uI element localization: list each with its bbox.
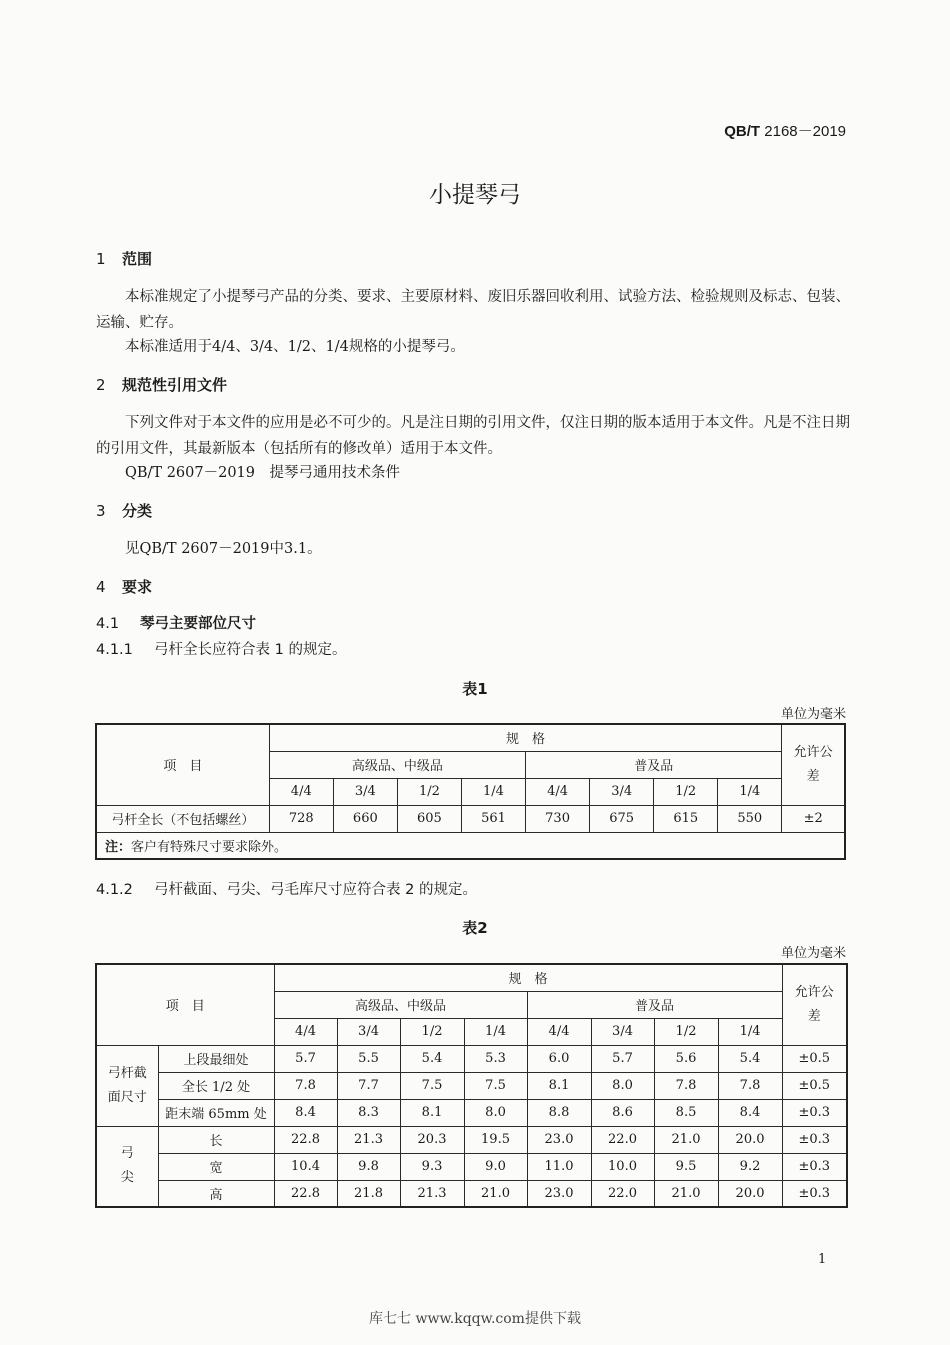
table-row [96, 1099, 847, 1126]
table-cell-tolerance: ±0.5 [782, 1045, 847, 1072]
table-cell: 20.3 [400, 1126, 464, 1153]
section-4-1-1: 4.1.1 弓杆全长应符合表 1 的规定。 [96, 642, 347, 658]
table-2-row-label: 宽 [158, 1153, 274, 1180]
table-2-row-label: 全长 1/2 处 [158, 1072, 274, 1099]
table-2-size: 1/2 [654, 1018, 718, 1045]
table-2-size: 1/4 [718, 1018, 782, 1045]
table-cell: 5.7 [591, 1045, 654, 1072]
table-2-grade-popular: 普及品 [527, 991, 782, 1018]
table-cell: 7.5 [400, 1072, 464, 1099]
table-cell: 21.0 [464, 1180, 527, 1207]
table-cell: 22.0 [591, 1180, 654, 1207]
section-2-heading: 2 规范性引用文件 [96, 376, 228, 394]
standard-code: QB/T 2168－2019 [724, 123, 846, 140]
table-cell: 8.6 [591, 1099, 654, 1126]
table-1-size: 3/4 [590, 778, 654, 805]
table-cell: 8.0 [464, 1099, 527, 1126]
table-row [96, 1180, 847, 1207]
table-1-unit: 单位为毫米 [780, 707, 846, 722]
table-cell: 8.0 [591, 1072, 654, 1099]
table-1 [95, 723, 846, 860]
table-cell-tolerance: ±0.3 [782, 1153, 847, 1180]
table-cell: 19.5 [464, 1126, 527, 1153]
table-cell: 660 [333, 805, 397, 832]
section-1-paragraph-1: 本标准规定了小提琴弓产品的分类、要求、主要原材料、废旧乐器回收利用、试验方法、检验规则及标志、包装、运输、贮存。 [96, 289, 850, 331]
table-cell: 8.8 [527, 1099, 591, 1126]
table-1-tolerance-header: 允许公差 [782, 724, 845, 805]
table-cell: 23.0 [527, 1126, 591, 1153]
table-cell: 20.0 [718, 1126, 782, 1153]
table-2-grade-high: 高级品、中级品 [274, 991, 527, 1018]
table-1-size: 4/4 [269, 778, 333, 805]
table-cell: 6.0 [527, 1045, 591, 1072]
table-cell-tolerance: ±0.3 [782, 1126, 847, 1153]
table-cell: 5.5 [337, 1045, 400, 1072]
table-cell: 605 [397, 805, 461, 832]
table-cell: 7.7 [337, 1072, 400, 1099]
table-2-item-header: 项 目 [96, 964, 274, 1045]
table-cell: 5.3 [464, 1045, 527, 1072]
table-cell: 21.8 [337, 1180, 400, 1207]
table-1-grade-popular: 普及品 [526, 751, 782, 778]
table-cell: 9.0 [464, 1153, 527, 1180]
table-cell: 8.4 [718, 1099, 782, 1126]
section-2-paragraph-1: 下列文件对于本文件的应用是必不可少的。凡是注日期的引用文件，仅注日期的版本适用于本文件。凡是不注日期的引用文件，其最新版本（包括所有的修改单）适用于本文件。 [96, 415, 850, 457]
table-2-row-label: 高 [158, 1180, 274, 1207]
table-cell: 21.0 [654, 1180, 718, 1207]
section-4-heading: 4 要求 [96, 578, 153, 596]
table-2-unit: 单位为毫米 [780, 946, 846, 961]
table-1-note: 注：客户有特殊尺寸要求除外。 [96, 832, 845, 859]
table-1-size: 1/2 [397, 778, 461, 805]
table-cell-tolerance: ±0.5 [782, 1072, 847, 1099]
table-1-size: 1/4 [461, 778, 525, 805]
table-1-row-label: 弓杆全长（不包括螺丝） [96, 805, 269, 832]
table-cell: 5.7 [274, 1045, 337, 1072]
table-2-size: 3/4 [337, 1018, 400, 1045]
table-2-tolerance-header: 允许公差 [782, 964, 847, 1045]
table-cell: 5.4 [718, 1045, 782, 1072]
table-cell: 7.8 [718, 1072, 782, 1099]
section-1-paragraph-2: 本标准适用于4/4、3/4、1/2、1/4规格的小提琴弓。 [125, 339, 465, 355]
table-1-caption: 表1 [462, 680, 488, 698]
table-cell: 561 [461, 805, 525, 832]
section-4-1-2: 4.1.2 弓杆截面、弓尖、弓毛库尺寸应符合表 2 的规定。 [96, 882, 477, 898]
table-2-spec-header: 规 格 [274, 964, 782, 991]
table-cell: 8.1 [527, 1072, 591, 1099]
table-cell: 5.6 [654, 1045, 718, 1072]
table-2-group-bow-tip: 弓尖 [96, 1126, 158, 1207]
download-footer: 库七七 www.kqqw.com提供下载 [369, 1311, 581, 1327]
table-cell: 8.3 [337, 1099, 400, 1126]
table-2-row-label: 距末端 65mm 处 [158, 1099, 274, 1126]
table-cell: 10.4 [274, 1153, 337, 1180]
table-cell: 730 [526, 805, 590, 832]
table-cell: 550 [718, 805, 782, 832]
section-2-reference: QB/T 2607－2019 提琴弓通用技术条件 [125, 465, 401, 481]
table-cell: 8.4 [274, 1099, 337, 1126]
table-cell: 22.0 [591, 1126, 654, 1153]
table-cell: 9.5 [654, 1153, 718, 1180]
table-cell: 7.5 [464, 1072, 527, 1099]
table-1-grade-high: 高级品、中级品 [269, 751, 525, 778]
table-2-size: 1/2 [400, 1018, 464, 1045]
table-cell: 10.0 [591, 1153, 654, 1180]
table-cell: 5.4 [400, 1045, 464, 1072]
table-1-size: 1/2 [654, 778, 718, 805]
page-number: 1 [818, 1252, 827, 1267]
section-1-heading: 1 范围 [96, 250, 153, 268]
table-cell: 615 [654, 805, 718, 832]
table-2-size: 3/4 [591, 1018, 654, 1045]
table-1-item-header: 项 目 [96, 724, 269, 805]
table-cell: 11.0 [527, 1153, 591, 1180]
table-cell: 22.8 [274, 1180, 337, 1207]
table-cell: 675 [590, 805, 654, 832]
table-2-size: 1/4 [464, 1018, 527, 1045]
table-cell: 728 [269, 805, 333, 832]
table-cell: 9.8 [337, 1153, 400, 1180]
table-2-size: 4/4 [527, 1018, 591, 1045]
table-row [96, 1072, 847, 1099]
table-2-group-bow-section: 弓杆截面尺寸 [96, 1045, 158, 1126]
table-cell: 23.0 [527, 1180, 591, 1207]
document-title: 小提琴弓 [429, 182, 521, 208]
table-cell: 8.1 [400, 1099, 464, 1126]
table-row [96, 1045, 847, 1072]
table-1-size: 4/4 [526, 778, 590, 805]
table-2-row-label: 长 [158, 1126, 274, 1153]
table-1-spec-header: 规 格 [269, 724, 782, 751]
table-2-caption: 表2 [462, 919, 488, 937]
table-cell-tolerance: ±0.3 [782, 1099, 847, 1126]
table-cell: 7.8 [274, 1072, 337, 1099]
table-row [96, 1153, 847, 1180]
section-3-heading: 3 分类 [96, 502, 153, 520]
table-cell: 9.3 [400, 1153, 464, 1180]
table-2-size: 4/4 [274, 1018, 337, 1045]
table-cell: 7.8 [654, 1072, 718, 1099]
table-row [96, 805, 845, 832]
table-cell: 8.5 [654, 1099, 718, 1126]
section-4-1-heading: 4.1 琴弓主要部位尺寸 [96, 616, 256, 632]
table-cell-tolerance: ±0.3 [782, 1180, 847, 1207]
table-cell: 21.3 [337, 1126, 400, 1153]
table-cell: 21.0 [654, 1126, 718, 1153]
table-1-size: 1/4 [718, 778, 782, 805]
table-cell: 9.2 [718, 1153, 782, 1180]
table-cell: 21.3 [400, 1180, 464, 1207]
table-2 [95, 963, 848, 1208]
table-row [96, 1126, 847, 1153]
table-1-size: 3/4 [333, 778, 397, 805]
section-3-paragraph: 见QB/T 2607－2019中3.1。 [125, 541, 322, 557]
table-cell: 20.0 [718, 1180, 782, 1207]
table-cell: 22.8 [274, 1126, 337, 1153]
table-cell-tolerance: ±2 [782, 805, 845, 832]
table-2-row-label: 上段最细处 [158, 1045, 274, 1072]
